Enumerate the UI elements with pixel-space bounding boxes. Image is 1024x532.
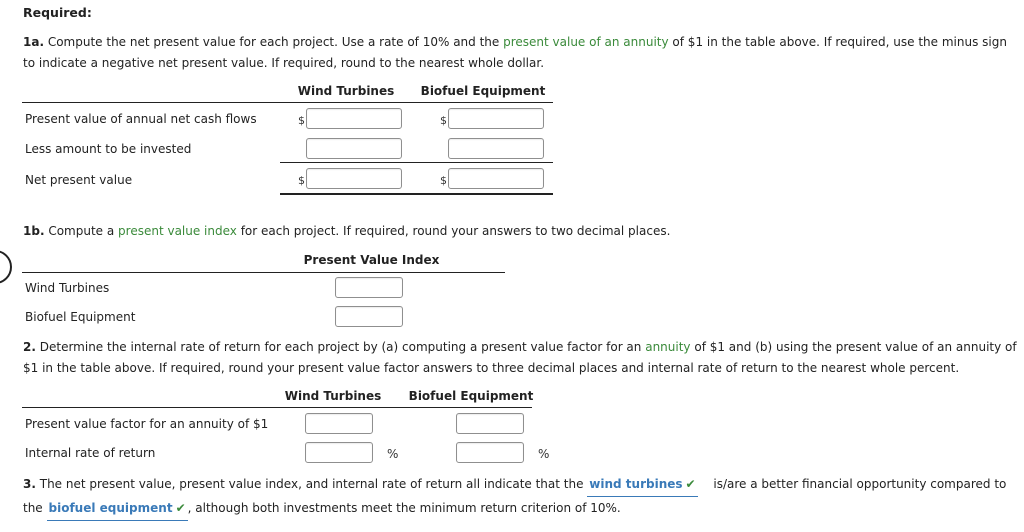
row-label-pv-factor: Present value factor for an annuity of $1 xyxy=(25,417,269,431)
question-1b-text: 1b. Compute a present value index for each project. If required, round your answers to two decimal places. xyxy=(23,224,671,238)
input-npv-wind[interactable] xyxy=(306,168,402,189)
input-pv-cash-flows-biofuel[interactable] xyxy=(448,108,544,129)
row-label-pv-cash-flows: Present value of annual net cash flows xyxy=(25,112,257,126)
row-label-amount-invested: Less amount to be invested xyxy=(25,142,192,156)
question-3-number: 3. xyxy=(23,477,36,491)
input-amount-invested-wind[interactable] xyxy=(306,138,402,159)
row-label-net-present-value: Net present value xyxy=(25,173,133,187)
question-1b-number: 1b. xyxy=(23,224,45,238)
input-amount-invested-biofuel[interactable] xyxy=(448,138,544,159)
question-1a-number: 1a. xyxy=(23,35,45,49)
percent-sign: % xyxy=(387,447,399,461)
dollar-sign: $ xyxy=(440,114,447,127)
required-label: Required: xyxy=(23,5,92,20)
dollar-sign: $ xyxy=(440,174,447,187)
answer-dropdown-1-value: wind turbines xyxy=(589,477,683,491)
scroll-indicator-arc xyxy=(0,250,12,284)
input-irr-biofuel[interactable] xyxy=(456,442,524,463)
check-icon: ✔ xyxy=(175,501,186,515)
row-label-wind-turbines: Wind Turbines xyxy=(25,281,110,295)
input-pv-cash-flows-wind[interactable] xyxy=(306,108,402,129)
question-1a-text: 1a. Compute the net present value for each project. Use a rate of 10% and the present value of an annuity of $1 in the table above. If required, use the minus sign to indicate a negative net present value. If required, round to the nearest whole dollar. xyxy=(23,35,1007,70)
col-header-pv-index: Present Value Index xyxy=(303,253,440,267)
table-2-header-rule xyxy=(22,407,532,408)
question-2-text: 2. Determine the internal rate of return for each project by (a) computing a present value factor for an annuity of $1 and (b) using the present value of an annuity of $1 in the table above. If required, round your present value factor answers to three decimal places and internal rate of return to the nearest whole percent. xyxy=(23,340,1017,375)
table-1a-subtotal-rule xyxy=(280,162,553,163)
col-header-wind-turbines: Wind Turbines xyxy=(297,84,395,98)
row-label-biofuel-equipment: Biofuel Equipment xyxy=(25,310,136,324)
answer-dropdown-1[interactable] xyxy=(587,473,697,497)
col-header-biofuel-equipment: Biofuel Equipment xyxy=(420,84,546,98)
table-1b-header-rule xyxy=(22,272,505,273)
input-pv-factor-biofuel[interactable] xyxy=(456,413,524,434)
input-pv-index-biofuel[interactable] xyxy=(335,306,403,327)
question-3-text: 3. The net present value, present value index, and internal rate of return all indicate that the wind turbines ✔ is/are a better financial opportunity compared to the biofuel equipment ✔ , although both investments meet the minimum return criterion of 10%. xyxy=(23,473,1018,521)
answer-dropdown-2[interactable] xyxy=(47,497,188,521)
annuity-link[interactable]: annuity xyxy=(645,340,691,354)
answer-dropdown-2-value: biofuel equipment xyxy=(48,501,173,515)
input-irr-wind[interactable] xyxy=(305,442,373,463)
pv-index-link[interactable]: present value index xyxy=(118,224,237,238)
input-pv-factor-wind[interactable] xyxy=(305,413,373,434)
table-1a-total-rule xyxy=(280,193,553,195)
question-2-number: 2. xyxy=(23,340,36,354)
input-npv-biofuel[interactable] xyxy=(448,168,544,189)
input-pv-index-wind[interactable] xyxy=(335,277,403,298)
col-header-wind-turbines: Wind Turbines xyxy=(284,389,382,403)
col-header-biofuel-equipment: Biofuel Equipment xyxy=(408,389,534,403)
dollar-sign: $ xyxy=(298,174,305,187)
row-label-irr: Internal rate of return xyxy=(25,446,156,460)
percent-sign: % xyxy=(538,447,550,461)
check-icon: ✔ xyxy=(685,477,696,491)
pv-annuity-link[interactable]: present value of an annuity xyxy=(503,35,669,49)
table-1a-header-rule xyxy=(22,102,553,103)
dollar-sign: $ xyxy=(298,114,305,127)
